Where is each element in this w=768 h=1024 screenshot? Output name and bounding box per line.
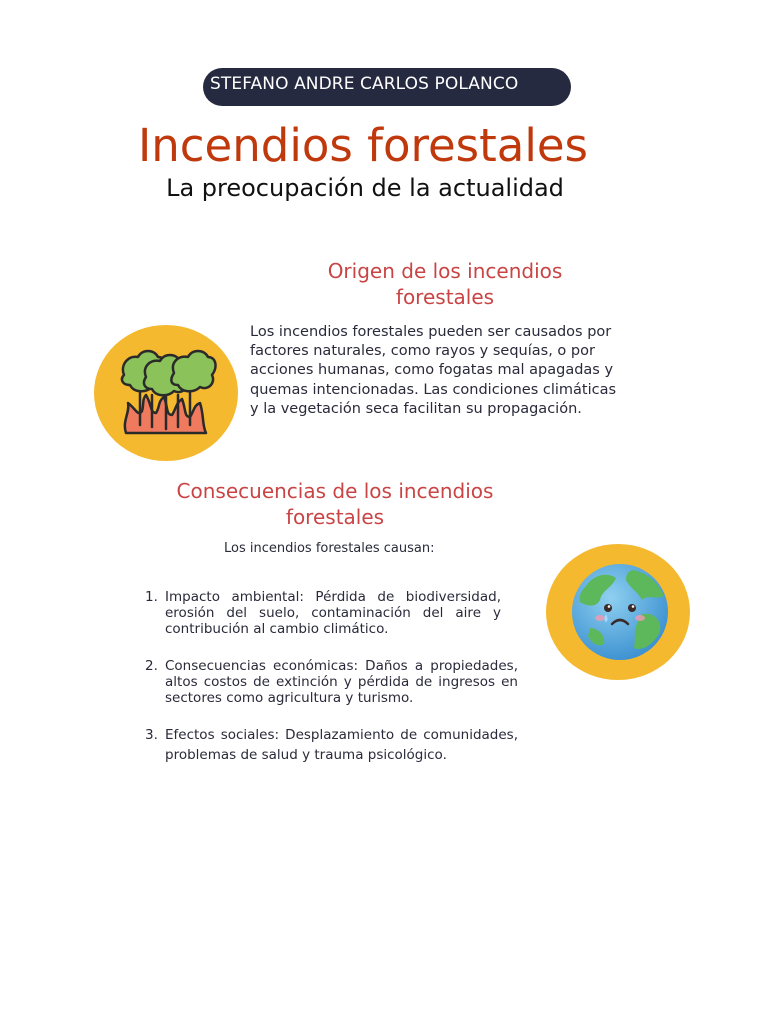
consequences-intro: Los incendios forestales causan: [224, 541, 435, 556]
origin-heading: Origen de los incendios forestales [327, 259, 563, 309]
list-item-number: 1. [145, 589, 158, 605]
burning-forest-icon [94, 325, 238, 461]
page-subtitle: La preocupación de la actualidad [166, 174, 564, 202]
list-item-text: Consecuencias económicas: Daños a propiedades, altos costos de extinción y pérdida de ingresos en sectores como agricultura y turismo. [165, 658, 518, 706]
page-title: Incendios forestales [138, 119, 588, 172]
origin-text: Los incendios forestales pueden ser causados por factores naturales, como rayos y sequías, o por acciones humanas, como fogatas mal apagadas y quemas intencionadas. Las condiciones climáticas y la vegetación seca facilitan su propagación. [250, 324, 617, 417]
list-item [140, 726, 518, 765]
list-item-text: Efectos sociales: Desplazamiento de comunidades, problemas de salud y trauma psicológico. [165, 727, 518, 763]
list-item [140, 658, 518, 706]
consequences-heading: Consecuencias de los incendios forestales [176, 479, 494, 529]
consequences-list [140, 589, 518, 765]
author-name: STEFANO ANDRE CARLOS POLANCO [210, 74, 519, 94]
list-item-text: Impacto ambiental: Pérdida de biodiversidad, erosión del suelo, contaminación del aire y contribución al cambio climático. [165, 589, 501, 637]
list-item-number: 2. [145, 658, 158, 674]
list-item-number: 3. [145, 727, 158, 743]
sad-earth-icon [546, 544, 690, 680]
author-badge [203, 68, 571, 106]
list-item [140, 589, 501, 637]
